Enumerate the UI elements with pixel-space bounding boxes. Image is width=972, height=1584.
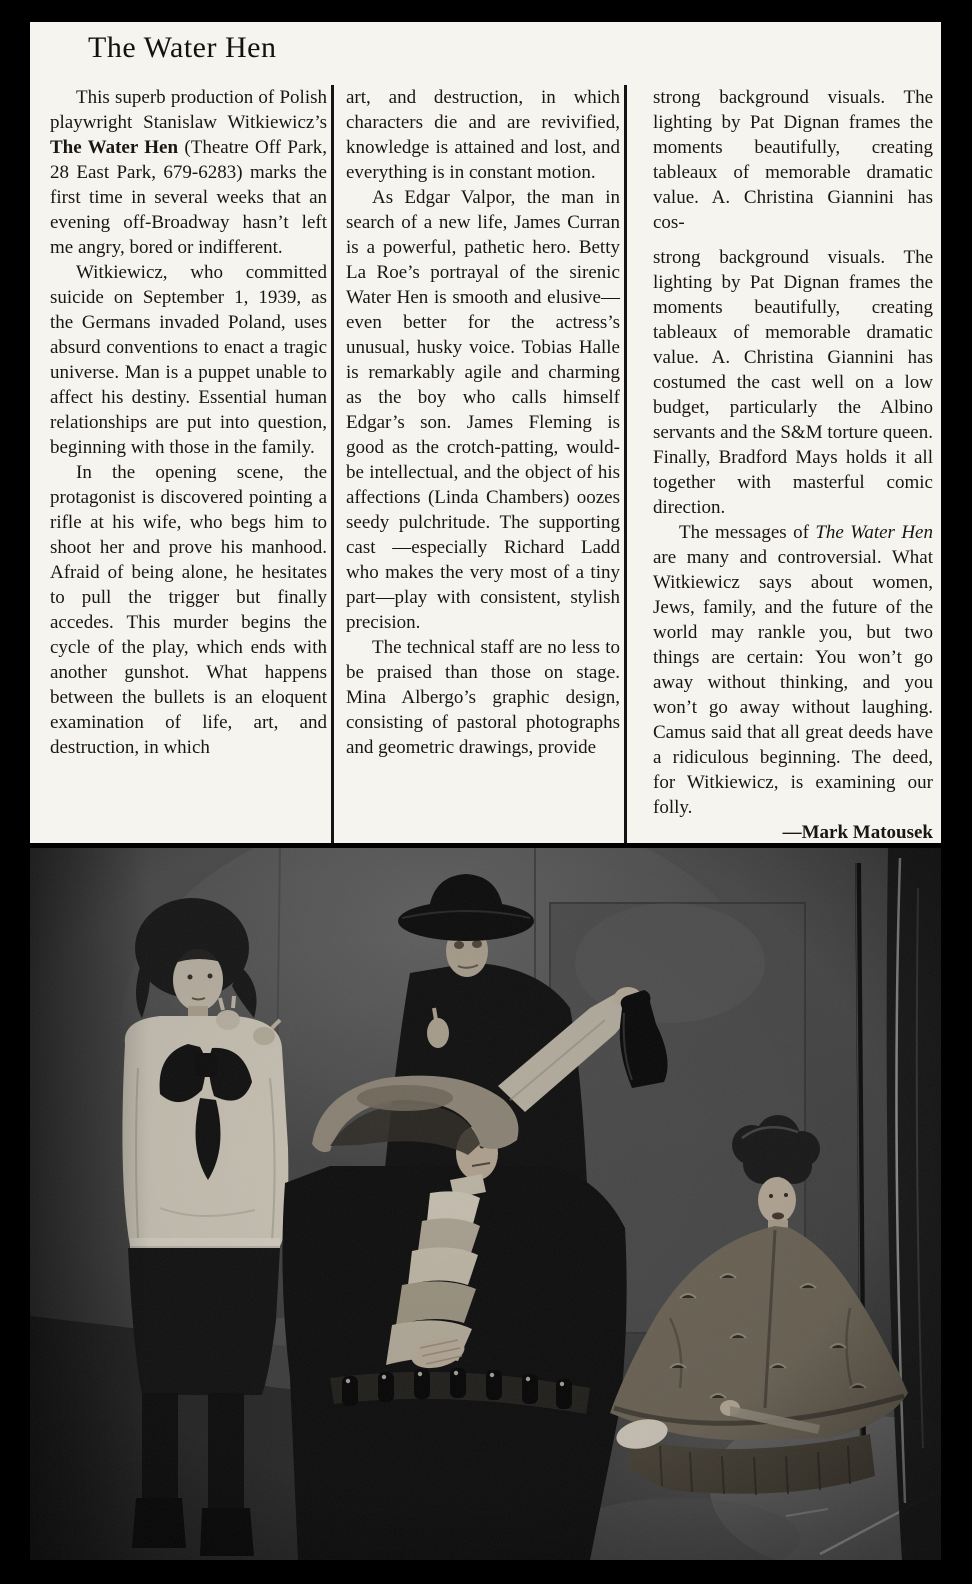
paragraph-text: are many and controversial. What Witkiewicz says about women, Jews, family, and the future of the world may rankle you, but two things are certain: You won’t go away without thinking, and you won’t go away without laughing. Camus said that all great deeds have a ridiculous beginning. The deed, for Witkiewicz, is examining our folly.: [653, 547, 933, 818]
paragraph-text: (Theatre Off Park, 28 East Park, 679-6283) marks the first time in several weeks that an evening off-Broadway hasn’t left me angry, bored or indifferent.: [50, 137, 327, 258]
paragraph: art, and destruction, in which characters die and are revivified, knowledge is attained and lost, and everything is in constant motion.: [346, 87, 620, 183]
play-title-italic: The Water Hen: [815, 522, 933, 543]
article-page: [30, 22, 941, 843]
paragraph: In the opening scene, the protagonist is discovered pointing a rifle at his wife, who begs him to shoot her and prove his manhood. Afraid of being alone, he hesitates to pull the trigger but finally accedes. This murder begins the cycle of the play, which ends with another gunshot. What happens between the bullets is an eloquent examination of life, art, and destruction, in which: [50, 462, 327, 758]
paragraph: The technical staff are no less to be praised than those on stage. Mina Albergo’s graphic design, consisting of pastoral photographs and geometric drawings, provide: [346, 637, 620, 758]
paragraph-text: The messages of: [679, 522, 816, 543]
column-3: [627, 85, 941, 843]
article-columns: [30, 85, 941, 843]
column-2: [334, 85, 624, 843]
paragraph: As Edgar Valpor, the man in search of a new life, James Curran is a powerful, pathetic hero. Betty La Roe’s portrayal of the sirenic Water Hen is smooth and elusive—even better for the actress’s unusual, husky voice. Tobias Halle is remarkably agile and charming as the boy who calls himself Edgar’s son. James Fleming is good as the crotch-patting, would-be intellectual, and the object of his affections (Linda Chambers) oozes seedy pulchritude. The supporting cast —especially Richard Ladd who makes the very most of a tiny part—play with consistent, stylish precision.: [346, 187, 620, 633]
paragraph-duplicated-typeset-fragment: strong background visuals. The lighting by Pat Dignan frames the moments beautifully, creating tableaux of memorable dramatic value. A. Christina Giannini has cos-: [653, 87, 933, 233]
play-title-bold: The Water Hen: [50, 137, 179, 158]
column-1: [30, 85, 331, 843]
page-title: The Water Hen: [88, 31, 277, 64]
byline: —Mark Matousek: [782, 822, 933, 843]
paragraph: [50, 85, 327, 260]
paragraph: Witkiewicz, who committed suicide on September 1, 1939, as the Germans invaded Poland, uses absurd conventions to enact a tragic universe. Man is a puppet unable to affect his destiny. Essential human relationships are put into question, beginning with those in the family.: [50, 262, 327, 458]
paragraph-text: This superb production of Polish playwright Stanislaw Witkiewicz’s: [50, 87, 327, 133]
production-photo: [30, 848, 941, 1560]
photo-grain: [30, 848, 941, 1560]
paragraph: strong background visuals. The lighting by Pat Dignan frames the moments beautifully, creating tableaux of memorable dramatic value. A. Christina Giannini has costumed the cast well on a low budget, particularly the Albino servants and the S&M torture queen. Finally, Bradford Mays holds it all together with masterful comic direction.: [653, 247, 933, 518]
paragraph: [653, 520, 933, 820]
